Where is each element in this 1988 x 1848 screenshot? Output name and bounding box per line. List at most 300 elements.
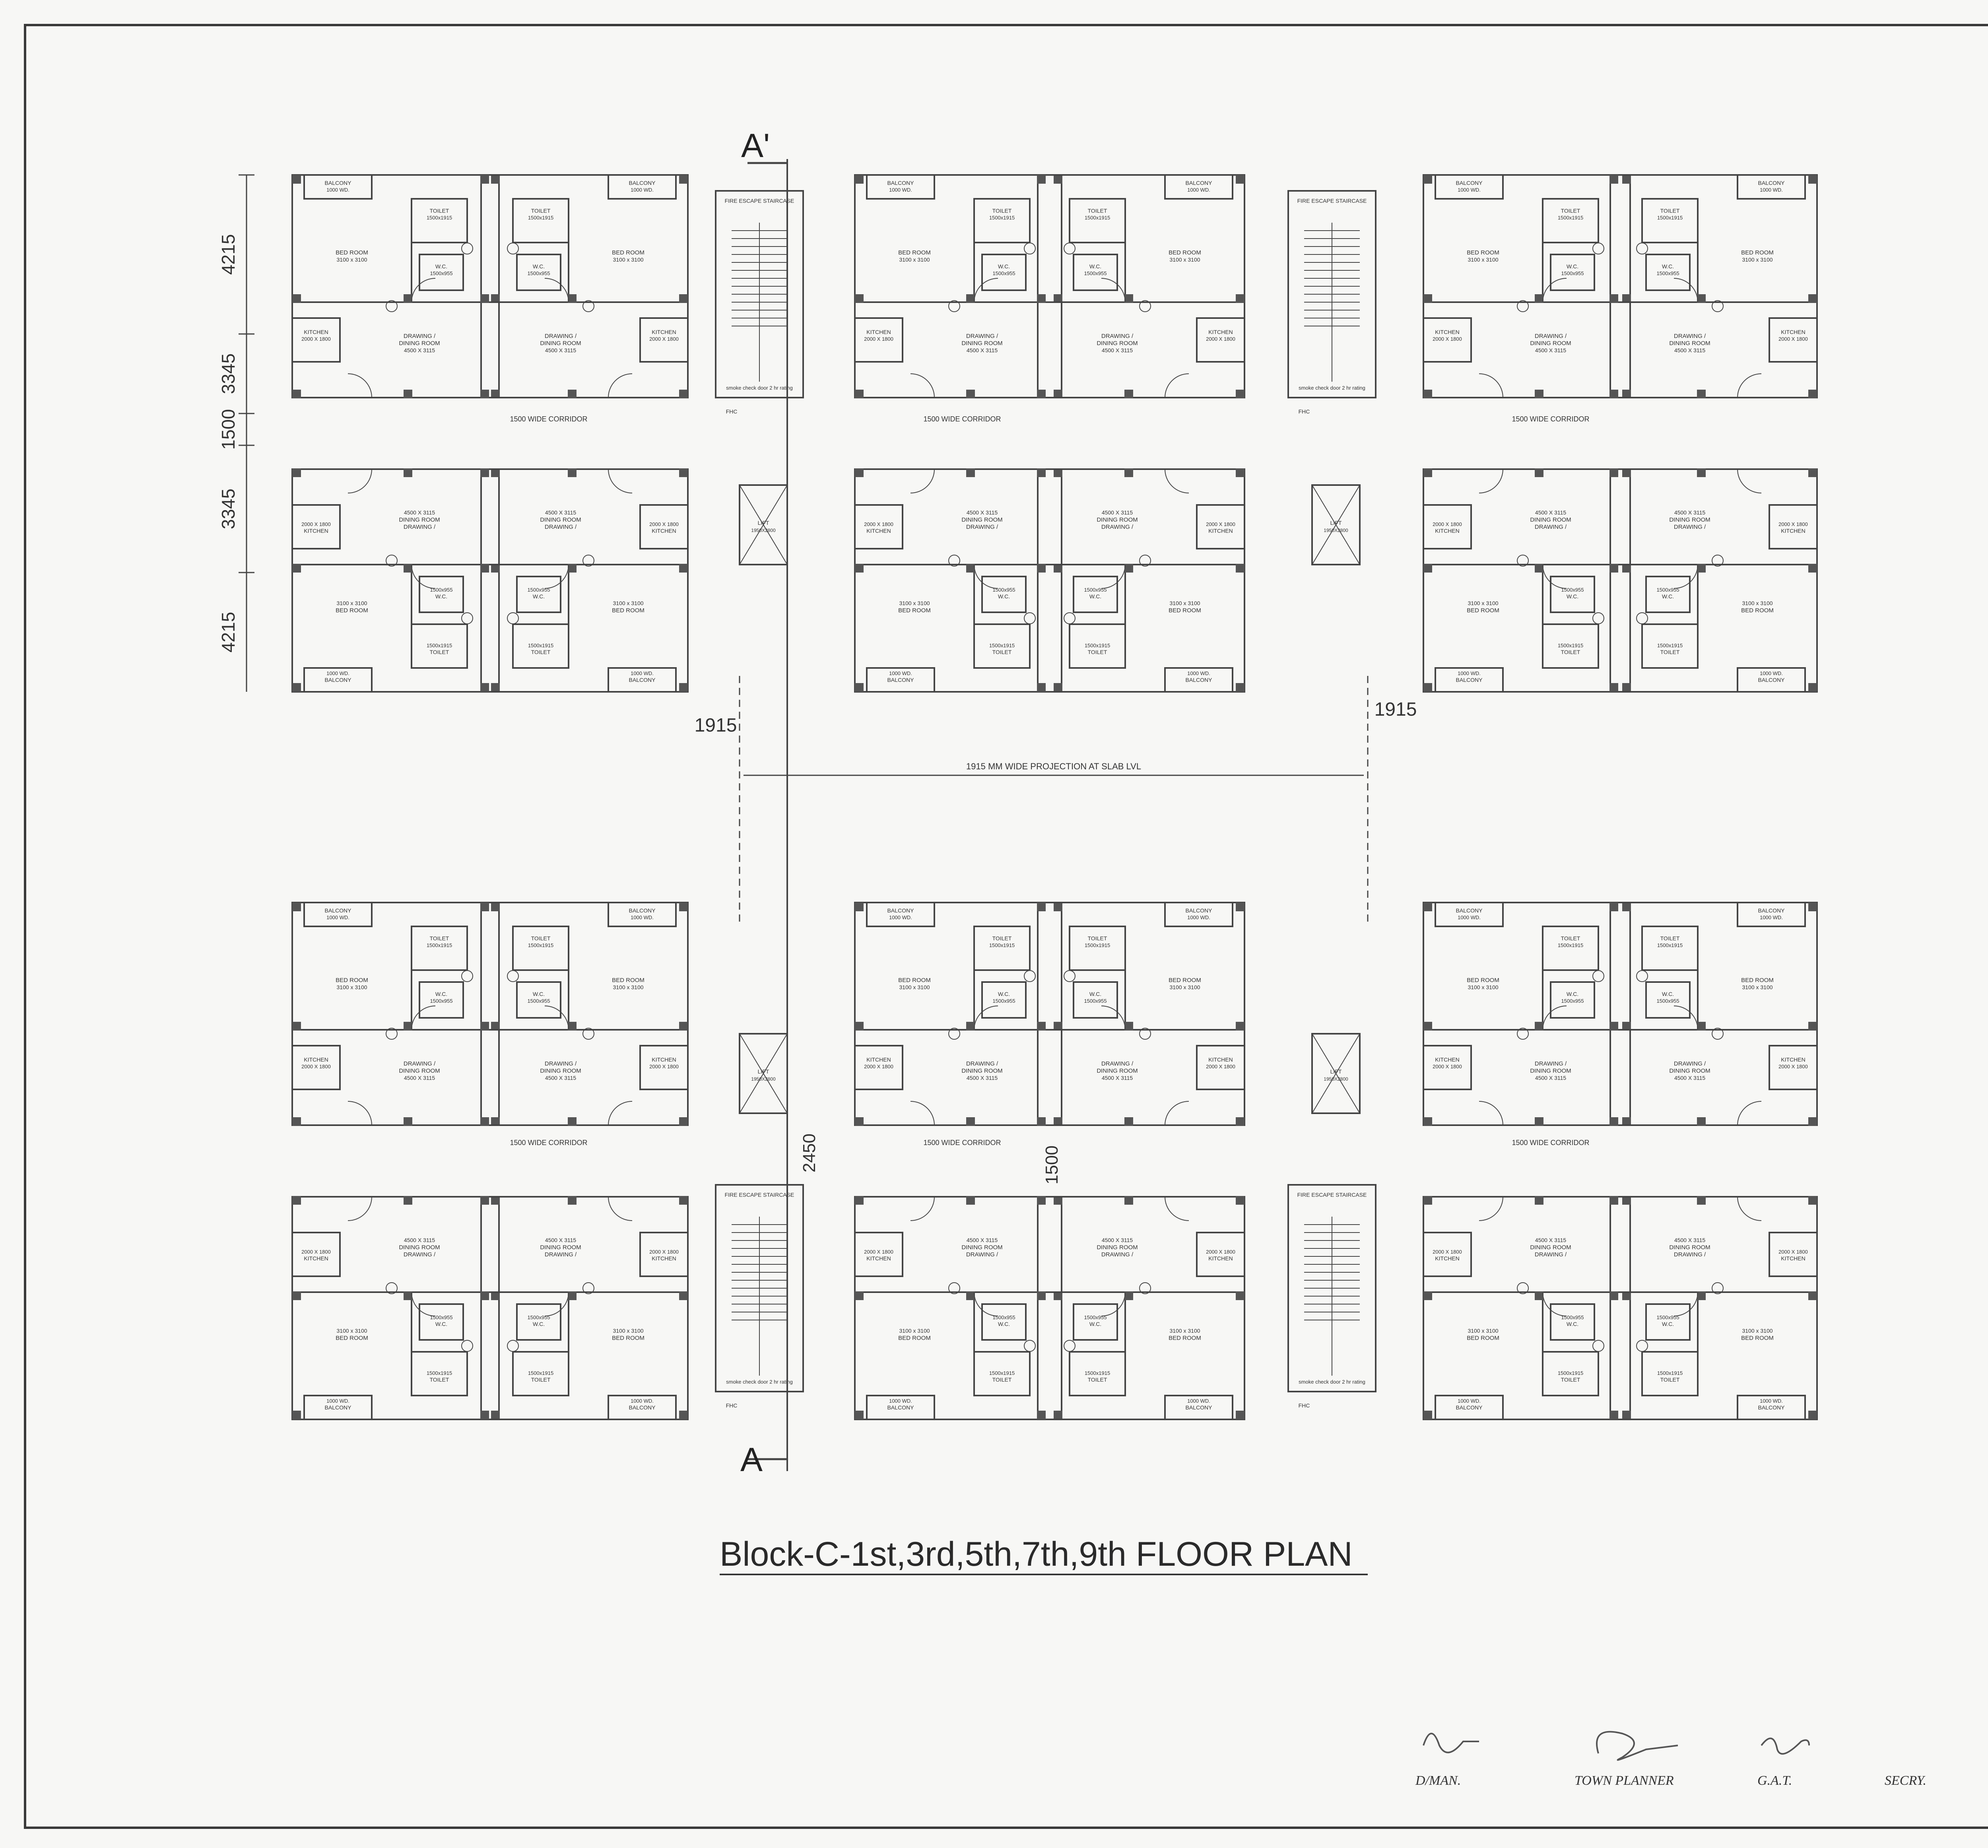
column [404, 390, 412, 398]
room-label: 1000 WD. [1760, 187, 1783, 193]
room-label: 1000 WD. [889, 914, 912, 920]
room-label: DRAWING / [1534, 333, 1567, 340]
column [679, 683, 688, 692]
room-label: 2000 X 1800 [301, 1249, 331, 1255]
room-label: TOILET [1087, 1376, 1107, 1383]
toilet-wall [513, 926, 569, 970]
apartment-unit [292, 903, 500, 1126]
door-swing [911, 1197, 934, 1221]
room-label: 2000 X 1800 [301, 336, 331, 342]
room-label: 1500x1915 [528, 215, 554, 221]
lift-label: LIFT [757, 520, 769, 526]
room-label: 3100 x 3100 [1169, 984, 1200, 990]
room-label: 1500x1915 [426, 215, 452, 221]
column [491, 1411, 500, 1419]
room-label: 1000 WD. [1458, 187, 1481, 193]
column [679, 1117, 688, 1126]
column [404, 1291, 412, 1300]
room-label: 1500x1915 [1657, 942, 1683, 948]
column [1423, 175, 1432, 184]
column [292, 468, 301, 477]
column [1423, 1291, 1432, 1300]
column [404, 294, 412, 303]
apartment-unit [1423, 1196, 1631, 1419]
room-label: BALCONY [887, 907, 914, 914]
room-label: DRAWING / [966, 1060, 998, 1067]
room-label: BED ROOM [1741, 607, 1774, 614]
room-label: BED ROOM [612, 1335, 645, 1341]
room-label: 1500x955 [1561, 587, 1584, 593]
window-tag [1024, 971, 1035, 982]
column [1423, 468, 1432, 477]
toilet-wall [412, 926, 467, 970]
column [1423, 390, 1432, 398]
fhc-label: FHC [1298, 1402, 1310, 1409]
room-label: TOILET [1660, 1376, 1680, 1383]
room-label: KITCHEN [1208, 528, 1233, 534]
column [1124, 564, 1133, 573]
room-label: 2000 X 1800 [1206, 336, 1235, 342]
window-tag [462, 243, 473, 254]
column [480, 468, 489, 477]
room-label: KITCHEN [1208, 1056, 1233, 1063]
door-swing [1738, 469, 1761, 493]
room-label: 2000 X 1800 [301, 1064, 331, 1070]
column [491, 683, 500, 692]
stair-label: FIRE ESCAPE STAIRCASE [724, 198, 794, 204]
room-label: 1500x1915 [1557, 942, 1584, 948]
room-label: DINING ROOM [399, 1244, 440, 1251]
column [1697, 468, 1706, 477]
room-label: DINING ROOM [399, 516, 440, 523]
room-label: KITCHEN [866, 528, 891, 534]
room-label: 4500 X 3115 [966, 1237, 998, 1243]
column [1808, 683, 1817, 692]
column [1236, 1196, 1244, 1205]
lift-label: LIFT [757, 1068, 769, 1075]
room-label: 1000 WD. [1187, 1398, 1210, 1404]
room-label: KITCHEN [1435, 528, 1460, 534]
room-label: BED ROOM [1169, 249, 1201, 256]
column [1808, 903, 1817, 911]
dimension-label: 3345 [218, 488, 239, 530]
room-label: 1500x1915 [426, 1370, 452, 1376]
room-label: TOILET [531, 935, 551, 941]
room-label: 4500 X 3115 [404, 509, 435, 516]
toilet-wall [1543, 199, 1598, 243]
signature-gata: G.A.T. [1757, 1773, 1792, 1788]
room-label: W.C. [435, 991, 448, 997]
room-label: TOILET [992, 208, 1012, 214]
room-label: 1500x955 [430, 587, 453, 593]
room-label: DINING ROOM [961, 340, 1003, 347]
column [1423, 294, 1432, 303]
room-label: 4500 X 3115 [966, 347, 998, 353]
staircase [1288, 191, 1376, 398]
staircase [1288, 1185, 1376, 1392]
room-label: BED ROOM [1467, 249, 1499, 256]
apartment-unit [1423, 175, 1631, 398]
room-label: 3100 x 3100 [899, 1328, 930, 1334]
room-label: DINING ROOM [1669, 516, 1710, 523]
room-label: BALCONY [324, 1404, 351, 1411]
room-label: 4500 X 3115 [1674, 1075, 1706, 1081]
column [855, 1291, 864, 1300]
section-mark-bottom: A [740, 1441, 763, 1478]
room-label: 2000 X 1800 [1433, 336, 1462, 342]
window-tag [462, 971, 473, 982]
column [966, 1291, 975, 1300]
room-label: 1500x1915 [426, 643, 452, 648]
column [292, 294, 301, 303]
unit-labels [864, 509, 1015, 683]
room-label: KITCHEN [866, 1255, 891, 1262]
room-label: BALCONY [887, 677, 914, 683]
room-label: 2000 X 1800 [301, 521, 331, 527]
room-label: BED ROOM [1741, 249, 1774, 256]
room-label: 2000 X 1800 [1778, 336, 1808, 342]
column [1423, 903, 1432, 911]
column [491, 175, 500, 184]
window-tag [507, 243, 518, 254]
room-label: 4500 X 3115 [1535, 347, 1567, 353]
column [292, 1291, 301, 1300]
window-tag [1593, 243, 1604, 254]
column [480, 390, 489, 398]
room-label: BED ROOM [336, 977, 368, 984]
door-swing [1479, 1197, 1503, 1221]
room-label: 1000 WD. [326, 914, 349, 920]
room-label: BALCONY [887, 180, 914, 186]
room-label: BED ROOM [1741, 977, 1774, 984]
window-tag [1024, 613, 1035, 624]
column [679, 390, 688, 398]
apartment-unit [292, 468, 500, 692]
room-label: DINING ROOM [399, 340, 440, 347]
room-label: 2000 X 1800 [1433, 521, 1462, 527]
unit-labels [527, 180, 678, 353]
column [480, 564, 489, 573]
room-label: KITCHEN [304, 1056, 328, 1063]
room-label: 1000 WD. [1187, 670, 1210, 676]
column [292, 1411, 301, 1419]
column [292, 175, 301, 184]
door-swing [348, 1197, 372, 1221]
column [1236, 390, 1244, 398]
room-label: 1500x1915 [1657, 215, 1683, 221]
unit-labels [1084, 1237, 1235, 1411]
column [568, 1196, 577, 1205]
room-label: BALCONY [1185, 180, 1212, 186]
room-label: 2000 X 1800 [649, 336, 679, 342]
door-swing [608, 1101, 632, 1125]
apartment-unit [1609, 468, 1817, 692]
room-label: DRAWING / [966, 1251, 998, 1258]
unit-labels [1433, 1237, 1584, 1411]
room-label: 4500 X 3115 [1674, 509, 1706, 516]
room-label: 1500x1915 [1084, 215, 1110, 221]
room-label: TOILET [531, 208, 551, 214]
room-label: 1500x955 [527, 998, 550, 1004]
room-label: DINING ROOM [961, 1068, 1003, 1074]
column [292, 903, 301, 911]
room-label: 3100 x 3100 [1468, 600, 1499, 606]
room-label: W.C. [1566, 1321, 1579, 1327]
door-swing [1738, 374, 1761, 398]
column [568, 294, 577, 303]
room-label: 1000 WD. [1458, 914, 1481, 920]
room-label: 3100 x 3100 [336, 984, 367, 990]
lift-label: LIFT [1330, 1068, 1342, 1075]
apartment-unit [292, 1196, 500, 1419]
column [1124, 294, 1133, 303]
room-label: 2000 X 1800 [1206, 1064, 1235, 1070]
room-label: 1500x955 [527, 270, 550, 276]
room-label: 4500 X 3115 [1674, 347, 1706, 353]
room-label: KITCHEN [866, 1056, 891, 1063]
column [1609, 564, 1618, 573]
room-label: BALCONY [324, 677, 351, 683]
room-label: BED ROOM [1467, 1335, 1499, 1341]
staircase [716, 1185, 803, 1392]
column [1124, 1196, 1133, 1205]
room-label: 1500x955 [430, 1314, 453, 1320]
room-label: BALCONY [324, 180, 351, 186]
room-label: 2000 X 1800 [1433, 1064, 1462, 1070]
column [1808, 1196, 1817, 1205]
room-label: BALCONY [629, 907, 656, 914]
room-label: 3100 x 3100 [613, 600, 644, 606]
room-label: 3100 x 3100 [1742, 984, 1773, 990]
window-tag [1637, 1340, 1648, 1351]
corridor-label: 1500 WIDE CORRIDOR [923, 415, 1001, 423]
column [480, 903, 489, 911]
room-label: 1500x1915 [1657, 1370, 1683, 1376]
column [1054, 683, 1062, 692]
room-label: 4500 X 3115 [1535, 509, 1567, 516]
door-swing [1165, 1101, 1189, 1125]
room-label: DRAWING / [966, 333, 998, 340]
room-label: 1500x1915 [1557, 643, 1584, 648]
room-label: BALCONY [629, 677, 656, 683]
column [1609, 1291, 1618, 1300]
door-swing [1479, 374, 1503, 398]
room-label: 4500 X 3115 [404, 347, 435, 353]
room-label: KITCHEN [1208, 1255, 1233, 1262]
room-label: TOILET [1561, 1376, 1580, 1383]
unit-labels [1656, 509, 1807, 683]
dimension-label: 1500 [218, 409, 239, 450]
room-label: DINING ROOM [399, 1068, 440, 1074]
column [1236, 903, 1244, 911]
room-label: DRAWING / [544, 524, 577, 530]
room-label: BED ROOM [1467, 977, 1499, 984]
column [1808, 390, 1817, 398]
column [855, 294, 864, 303]
room-label: 2000 X 1800 [649, 1249, 679, 1255]
column [1037, 1291, 1046, 1300]
column [1808, 1291, 1817, 1300]
column [480, 1411, 489, 1419]
room-label: 2000 X 1800 [1778, 521, 1808, 527]
room-label: 1500x955 [527, 1314, 550, 1320]
room-label: KITCHEN [304, 528, 328, 534]
room-label: 2000 X 1800 [649, 1064, 679, 1070]
window-tag [1064, 1340, 1075, 1351]
apartment-unit [480, 175, 688, 398]
window-tag [462, 1340, 473, 1351]
column [1609, 1196, 1618, 1205]
room-label: BED ROOM [336, 607, 368, 614]
room-label: BALCONY [1758, 907, 1785, 914]
dimension-2450: 2450 [800, 1134, 819, 1172]
corridor-label: 1500 WIDE CORRIDOR [510, 1139, 588, 1147]
column [855, 175, 864, 184]
apartment-unit [480, 1196, 688, 1419]
room-label: 1500x1915 [1657, 643, 1683, 648]
column [568, 390, 577, 398]
room-label: DRAWING / [1673, 1251, 1706, 1258]
column [404, 564, 412, 573]
room-label: W.C. [435, 1321, 448, 1327]
column [568, 1022, 577, 1031]
room-label: 1500x1915 [426, 942, 452, 948]
staircase [716, 191, 803, 398]
column [1622, 175, 1631, 184]
room-label: 1500x955 [1656, 270, 1679, 276]
column [1236, 683, 1244, 692]
room-label: W.C. [1566, 263, 1579, 270]
room-label: BED ROOM [336, 1335, 368, 1341]
room-label: W.C. [1662, 263, 1674, 270]
room-label: 2000 X 1800 [649, 521, 679, 527]
room-label: W.C. [1566, 593, 1579, 600]
lift-size-label: 1950X2800 [1324, 528, 1348, 533]
window-tag [1064, 971, 1075, 982]
dimension-1500: 1500 [1042, 1145, 1062, 1184]
room-label: 4500 X 3115 [1535, 1237, 1567, 1243]
column [1236, 564, 1244, 573]
room-label: 3100 x 3100 [1169, 256, 1200, 263]
room-label: DINING ROOM [1669, 340, 1710, 347]
room-label: DINING ROOM [540, 516, 581, 523]
room-label: 4500 X 3115 [545, 1075, 577, 1081]
window-tag [1593, 1340, 1604, 1351]
room-label: W.C. [998, 593, 1010, 600]
room-label: TOILET [1561, 649, 1580, 655]
room-label: KITCHEN [866, 329, 891, 335]
room-label: 2000 X 1800 [864, 1249, 893, 1255]
room-label: BED ROOM [898, 977, 931, 984]
window-tag [1637, 243, 1648, 254]
room-label: BALCONY [629, 1404, 656, 1411]
room-label: W.C. [1662, 991, 1674, 997]
column [1037, 175, 1046, 184]
corridor-label: 1500 WIDE CORRIDOR [1512, 1139, 1590, 1147]
room-label: BED ROOM [1467, 607, 1499, 614]
room-label: TOILET [1561, 935, 1580, 941]
room-label: 3100 x 3100 [899, 256, 930, 263]
room-label: 2000 X 1800 [1778, 1249, 1808, 1255]
column [1697, 1022, 1706, 1031]
column [1535, 294, 1543, 303]
apartment-unit [1037, 175, 1244, 398]
column [1808, 1022, 1817, 1031]
column [1037, 683, 1046, 692]
room-label: TOILET [1660, 935, 1680, 941]
window-tag [507, 613, 518, 624]
room-label: 4500 X 3115 [1101, 1075, 1133, 1081]
room-label: 3100 x 3100 [1742, 1328, 1773, 1334]
room-label: DINING ROOM [1530, 340, 1571, 347]
room-label: W.C. [435, 263, 448, 270]
room-label: 4500 X 3115 [1674, 1237, 1706, 1243]
stair-label: FIRE ESCAPE STAIRCASE [1297, 1192, 1367, 1198]
room-label: 1500x1915 [989, 942, 1015, 948]
room-label: BALCONY [1456, 677, 1483, 683]
column [1236, 175, 1244, 184]
room-label: TOILET [1660, 208, 1680, 214]
room-label: TOILET [429, 649, 449, 655]
column [292, 1022, 301, 1031]
toilet-wall [974, 926, 1030, 970]
apartment-unit [855, 175, 1062, 398]
column [1609, 175, 1618, 184]
room-label: 1000 WD. [1760, 1398, 1783, 1404]
column [855, 903, 864, 911]
room-label: 3100 x 3100 [899, 984, 930, 990]
room-label: W.C. [1089, 991, 1102, 997]
floor-plan-caption: Block-C-1st,3rd,5th,7th,9th FLOOR PLAN [720, 1535, 1353, 1573]
column [966, 1022, 975, 1031]
unit-labels [1656, 907, 1807, 1081]
room-label: 1000 WD. [889, 670, 912, 676]
room-label: 4500 X 3115 [966, 1075, 998, 1081]
smoke-door-label: smoke check door 2 hr rating [726, 385, 793, 391]
room-label: 1500x955 [1084, 1314, 1107, 1320]
column [1236, 1022, 1244, 1031]
apartment-unit [292, 175, 500, 398]
room-label: TOILET [531, 649, 551, 655]
room-label: W.C. [1662, 1321, 1674, 1327]
room-label: DRAWING / [1673, 1060, 1706, 1067]
room-label: DINING ROOM [1530, 1244, 1571, 1251]
unit-labels [1084, 180, 1235, 353]
room-label: KITCHEN [1435, 1255, 1460, 1262]
door-swing [1165, 1197, 1189, 1221]
room-label: DRAWING / [1673, 333, 1706, 340]
column [1535, 1117, 1543, 1126]
room-label: 1500x1915 [1084, 942, 1110, 948]
room-label: TOILET [1087, 208, 1107, 214]
room-label: 1500x1915 [528, 942, 554, 948]
room-label: 3100 x 3100 [1468, 1328, 1499, 1334]
column [1037, 1411, 1046, 1419]
room-label: 2000 X 1800 [1206, 521, 1235, 527]
column [1054, 1411, 1062, 1419]
column [966, 468, 975, 477]
window-tag [1637, 613, 1648, 624]
window-tag [1593, 613, 1604, 624]
room-label: 3100 x 3100 [613, 256, 644, 263]
apartment-unit [1037, 903, 1244, 1126]
apartment-unit [1423, 903, 1631, 1126]
toilet-wall [974, 199, 1030, 243]
room-label: W.C. [532, 1321, 545, 1327]
room-label: W.C. [1089, 593, 1102, 600]
room-label: DRAWING / [544, 333, 577, 340]
room-label: 2000 X 1800 [864, 521, 893, 527]
